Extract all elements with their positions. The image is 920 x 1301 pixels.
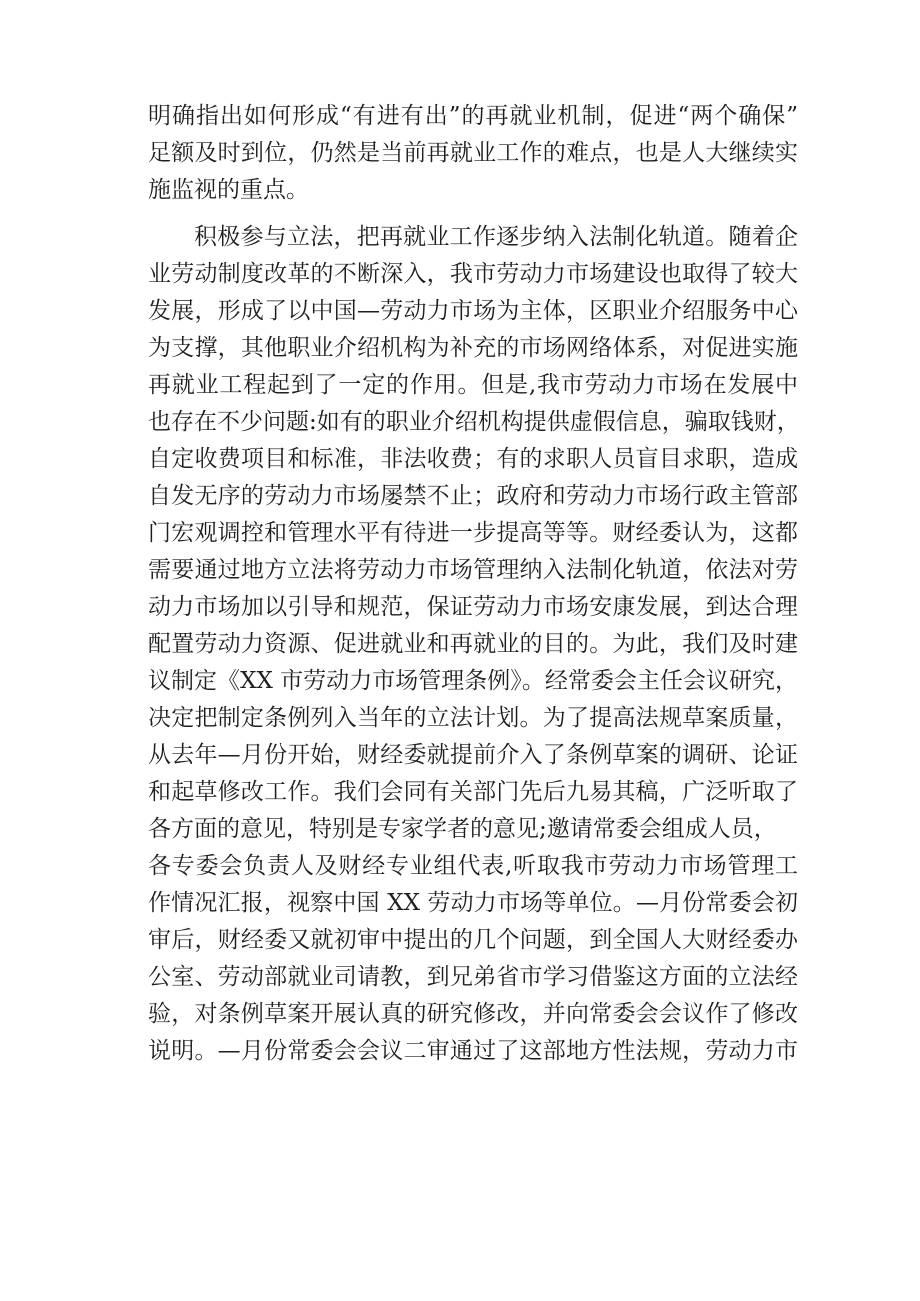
- text-line: 动力市场加以引导和规范，保证劳动力市场安康发展，到达合理: [148, 594, 798, 620]
- text-line: 决定把制定条例列入当年的立法计划。为了提高法规草案质量，: [148, 705, 798, 731]
- text-line: 从去年—月份开始，财经委就提前介入了条例草案的调研、论证: [148, 742, 798, 768]
- text-line: 各方面的意见，特别是专家学者的意见;邀请常委会组成人员，: [148, 816, 777, 842]
- paragraph-spacer: [148, 209, 798, 219]
- paragraph-1: [148, 98, 798, 209]
- text-line: 明确指出如何形成“有进有出”的再就业机制，促进“两个确保”: [148, 103, 798, 129]
- text-line: 积极参与立法，把再就业工作逐步纳入法制化轨道。随着企: [194, 224, 798, 250]
- text-line: 说明。—月份常委会会议二审通过了这部地方性法规，劳动力市: [148, 1038, 798, 1064]
- text-line: 施监视的重点。: [148, 177, 309, 203]
- paragraph-2: [148, 219, 798, 1070]
- text-line: 再就业工程起到了一定的作用。但是,我市劳动力市场在发展中: [148, 372, 798, 398]
- text-line: 和起草修改工作。我们会同有关部门先后九易其稿，广泛听取了: [148, 779, 798, 805]
- text-line: 自定收费项目和标准，非法收费；有的求职人员盲目求职，造成: [148, 446, 798, 472]
- text-line: 业劳动制度改革的不断深入，我市劳动力市场建设也取得了较大: [148, 261, 798, 287]
- text-line: 各专委会负责人及财经专业组代表,听取我市劳动力市场管理工: [148, 853, 798, 879]
- text-line: 足额及时到位，仍然是当前再就业工作的难点，也是人大继续实: [148, 140, 798, 166]
- text-line: 作情况汇报，视察中国 XX 劳动力市场等单位。—月份常委会初: [148, 890, 798, 916]
- text-line: 为支撑，其他职业介绍机构为补充的市场网络体系，对促进实施: [148, 335, 798, 361]
- text-line: 议制定《XX 市劳动力市场管理条例》。经常委会主任会议研究，: [148, 668, 798, 694]
- text-line: 发展，形成了以中国—劳动力市场为主体，区职业介绍服务中心: [148, 298, 798, 324]
- text-line: 验，对条例草案开展认真的研究修改，并向常委会会议作了修改: [148, 1001, 798, 1027]
- text-line: 自发无序的劳动力市场屡禁不止；政府和劳动力市场行政主管部: [148, 483, 798, 509]
- text-line: 也存在不少问题:如有的职业介绍机构提供虚假信息，骗取钱财，: [148, 409, 800, 435]
- text-line: 配置劳动力资源、促进就业和再就业的目的。为此，我们及时建: [148, 631, 798, 657]
- text-line: 门宏观调控和管理水平有待进一步提高等等。财经委认为，这都: [148, 520, 798, 546]
- text-line: 公室、劳动部就业司请教，到兄弟省市学习借鉴这方面的立法经: [148, 964, 798, 990]
- document-body: [148, 98, 798, 1070]
- text-line: 需要通过地方立法将劳动力市场管理纳入法制化轨道，依法对劳: [148, 557, 798, 583]
- text-line: 审后，财经委又就初审中提出的几个问题，到全国人大财经委办: [148, 927, 798, 953]
